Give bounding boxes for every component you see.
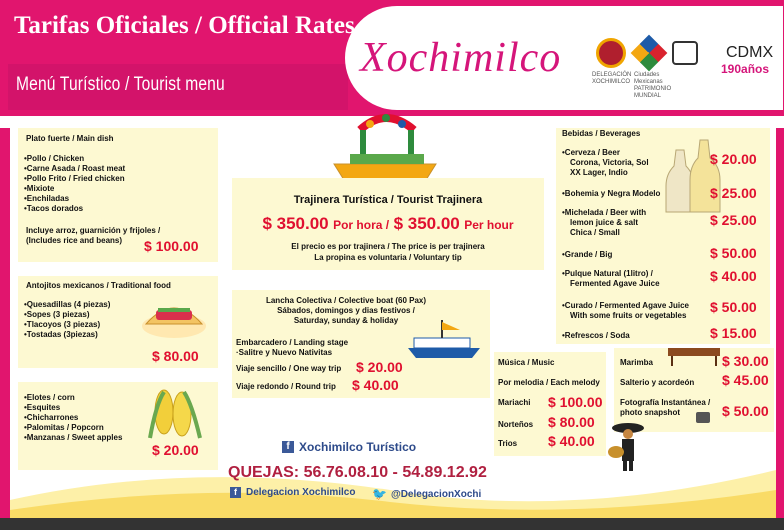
beer-label: •Cerveza / Beer <box>562 148 620 157</box>
foto-price: $ 50.00 <box>722 403 769 419</box>
one-way-label: Viaje sencillo / One way trip <box>236 364 342 373</box>
facebook-delegacion-link[interactable] <box>230 487 355 498</box>
trajinera-heading: Trajinera Turística / Tourist Trajinera <box>293 194 483 206</box>
facebook-icon: f <box>230 487 241 498</box>
bohemia-label: •Bohemia y Negra Modelo <box>562 189 661 198</box>
marimba-icon <box>666 344 722 368</box>
beer-brands-2: XX Lager, Indio <box>570 168 628 177</box>
landing-stage-names: ·Salitre y Nuevo Nativitas <box>236 348 333 357</box>
facebook-icon: f <box>282 441 294 453</box>
complaints-phones: QUEJAS: 56.76.08.10 - 54.89.12.92 <box>228 464 487 481</box>
shield-logo-icon <box>672 41 698 65</box>
heritage-logo-caption: Ciudades Mexicanas PATRIMONIO MUNDIAL <box>634 72 672 99</box>
curado-desc: With some fruits or vegetables <box>570 311 687 320</box>
partner-logos <box>596 38 698 68</box>
lancha-line-1: Lancha Colectiva / Colective boat (60 Pax) <box>265 296 427 305</box>
trajinera-boat-icon <box>330 112 440 188</box>
antojitos-price: $ 80.00 <box>152 348 199 364</box>
marimba-label: Marimba <box>620 358 653 367</box>
foto-label-en: photo snapshot <box>620 408 680 417</box>
list-item: •Elotes / corn <box>24 393 75 402</box>
foto-label: Fotografía Instantánea / <box>620 398 711 407</box>
trajinera-rate <box>232 214 544 234</box>
colective-boat-icon <box>406 320 482 360</box>
cdmx-logo: CDMX <box>726 44 774 61</box>
page-title: Tarifas Oficiales / Official Rates <box>14 12 355 39</box>
pulque-label: •Pulque Natural (1litro) / <box>562 269 653 278</box>
curado-item <box>562 301 689 321</box>
grande-label: •Grande / Big <box>562 250 613 259</box>
nortenos-label: Norteños <box>498 420 534 429</box>
landing-stage-label: Embarcadero / Landing stage <box>236 338 349 347</box>
list-item: •Manzanas / Sweet apples <box>24 433 123 442</box>
trajinera-note-tip: La propina es voluntaria / Voluntary tip <box>314 253 462 262</box>
pulque-desc: Fermented Agave Juice <box>570 279 660 288</box>
bottom-edge <box>0 518 784 530</box>
facebook-tourism-text: Xochimilco Turístico <box>299 440 417 454</box>
mariachi-label: Mariachi <box>498 398 531 407</box>
refrescos-price: $ 15.00 <box>710 325 757 341</box>
michelada-item <box>562 208 646 238</box>
list-item: •Pollo / Chicken <box>24 154 85 163</box>
list-item: •Enchiladas <box>24 194 70 203</box>
marimba-price: $ 30.00 <box>722 353 769 369</box>
michelada-size: Chica / Small <box>570 228 620 237</box>
one-way-price: $ 20.00 <box>356 359 403 375</box>
trios-price: $ 40.00 <box>548 433 595 449</box>
main-dish-heading: Plato fuerte / Main dish <box>26 134 114 143</box>
antojitos-list <box>24 300 110 340</box>
trajinera-unit-en: Per hour <box>464 218 514 232</box>
pulque-item <box>562 269 660 289</box>
beer-brands: Corona, Victoria, Sol <box>570 158 649 167</box>
left-border <box>0 128 10 528</box>
includes-note: Incluye arroz, guarnición y frijoles / <box>26 226 161 235</box>
list-item: •Esquites <box>24 403 61 412</box>
corn-icon <box>142 384 208 442</box>
mariachi-price: $ 100.00 <box>548 394 603 410</box>
twitter-bird-icon: 🐦 <box>372 487 387 501</box>
salterio-label: Salterio y acordeón <box>620 378 695 387</box>
trajinera-price-en: $ 350.00 <box>393 214 460 233</box>
lancha-line-2: Sábados, domingos y dias festivos / <box>277 306 415 315</box>
michelada-desc: lemon juice & salt <box>570 218 639 227</box>
beverages-heading: Bebidas / Beverages <box>562 129 641 138</box>
list-item: •Tacos dorados <box>24 204 84 213</box>
trios-label: Trios <box>498 439 518 448</box>
list-item: •Chicharrones <box>24 413 79 422</box>
grande-price: $ 50.00 <box>710 245 757 261</box>
antojitos-heading: Antojitos mexicanos / Traditional food <box>26 281 171 290</box>
list-item: •Pollo Frito / Fried chicken <box>24 174 125 183</box>
music-heading: Música / Music <box>498 358 555 367</box>
trajinera-price-es: $ 350.00 <box>262 214 329 233</box>
facebook-delegacion-text: Delegacion Xochimilco <box>246 487 356 498</box>
snacks-price: $ 20.00 <box>152 442 199 458</box>
page-subtitle: Menú Turístico / Tourist menu <box>16 74 225 95</box>
curado-price: $ 50.00 <box>710 299 757 315</box>
camera-icon <box>696 412 710 423</box>
beer-price: $ 20.00 <box>710 151 757 167</box>
bohemia-price: $ 25.00 <box>710 185 757 201</box>
cdmx-years: 190años <box>721 62 770 76</box>
refrescos-label: •Refrescos / Soda <box>562 331 630 340</box>
round-trip-label: Viaje redondo / Round trip <box>236 382 336 391</box>
list-item: •Mixiote <box>24 184 55 193</box>
curado-label: •Curado / Fermented Agave Juice <box>562 301 689 310</box>
snacks-list <box>24 393 122 443</box>
main-dish-price: $ 100.00 <box>144 238 199 254</box>
list-item: •Sopes (3 piezas) <box>24 310 90 319</box>
trajinera-unit-es: Por hora / <box>333 218 390 232</box>
delegacion-logo-icon <box>596 38 626 68</box>
facebook-tourism-link[interactable] <box>282 440 416 454</box>
salterio-price: $ 45.00 <box>722 372 769 388</box>
each-melody-label: Por melodia / Each melody <box>498 378 600 387</box>
tacos-icon <box>140 296 208 340</box>
right-border <box>776 128 784 528</box>
lancha-line-3: Saturday, sunday & holiday <box>293 316 399 325</box>
includes-note-en: (Includes rice and beans) <box>26 236 123 245</box>
twitter-handle: @DelegacionXochi <box>390 488 482 500</box>
trajinera-note-price: El precio es por trajinera / The price is per trajinera <box>291 242 485 251</box>
list-item: •Carne Asada / Roast meat <box>24 164 126 173</box>
beer-item <box>562 148 649 178</box>
delegacion-logo-caption: DELEGACIÓN XOCHIMILCO <box>592 72 632 85</box>
michelada-label: •Michelada / Beer with <box>562 208 647 217</box>
pulque-price: $ 40.00 <box>710 268 757 284</box>
brand-logo-text: Xochimilco <box>360 35 562 81</box>
twitter-link[interactable] <box>372 487 481 501</box>
list-item: •Tostadas (3piezas) <box>24 330 98 339</box>
list-item: •Palomitas / Popcorn <box>24 423 104 432</box>
bottles-icon <box>664 136 724 214</box>
list-item: •Tlacoyos (3 piezas) <box>24 320 101 329</box>
list-item: •Quesadillas (4 piezas) <box>24 300 111 309</box>
michelada-price: $ 25.00 <box>710 212 757 228</box>
main-dish-list <box>24 154 125 214</box>
heritage-logo-icon <box>631 35 668 72</box>
nortenos-price: $ 80.00 <box>548 414 595 430</box>
round-trip-price: $ 40.00 <box>352 377 399 393</box>
